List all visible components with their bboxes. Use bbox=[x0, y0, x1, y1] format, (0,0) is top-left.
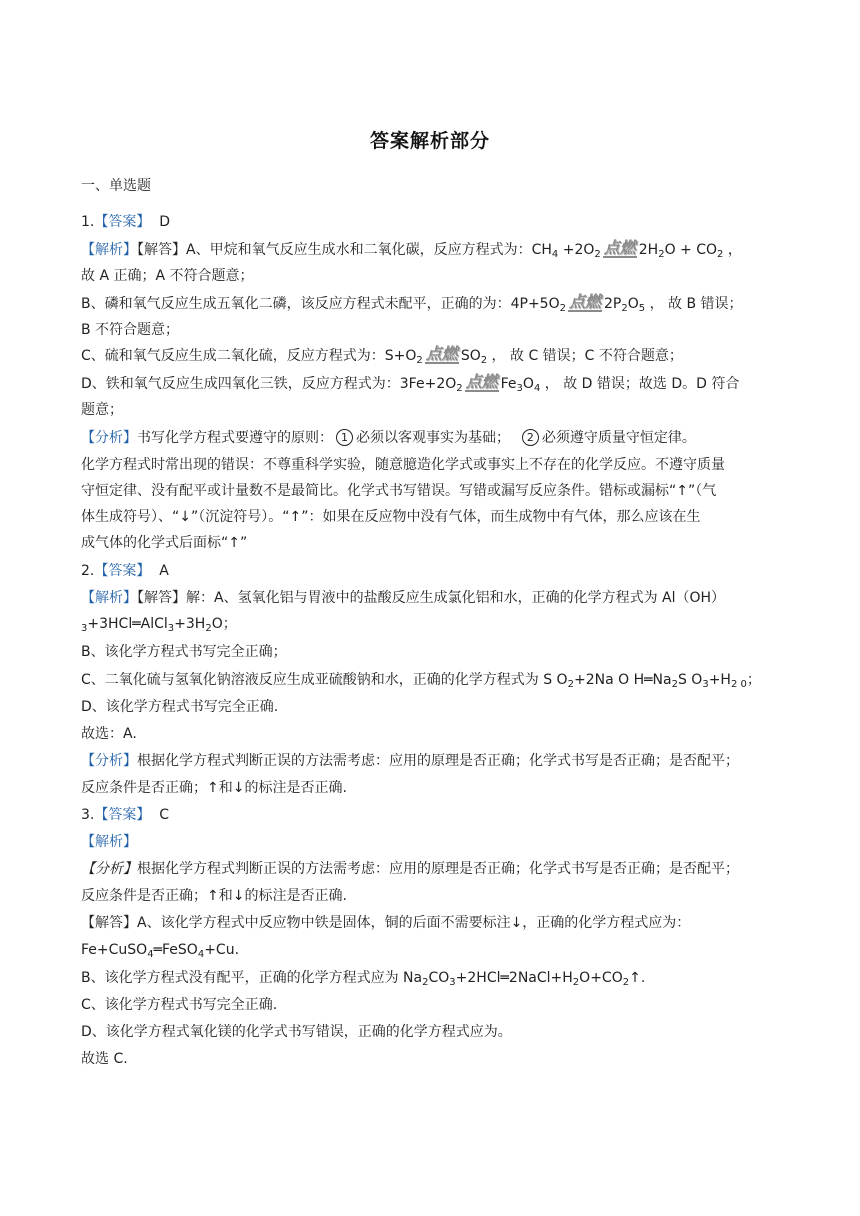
circled-number: 1 bbox=[336, 429, 353, 446]
q1-line-c1: C、硫和氧气反应生成二氧化硫，反应方程式为：$S+O_2$ 点燃 $SO_2$ ， 故 C 错误；C 不符合题意； bbox=[81, 344, 683, 366]
answer-label: 【答案】 bbox=[94, 214, 151, 230]
page-title: 答案解析部分 bbox=[369, 130, 490, 152]
q3-line-b: B、该化学方程式没有配平，正确的化学方程式应为 $Na_2CO_3+2HCl═2NaCl+H_2O+CO_2↑$. bbox=[81, 970, 646, 988]
q1-line-f2: 化学方程式时常出现的错误：不尊重科学实验，随意臆造化学式或事实上不存在的化学反应。不遵守质量 bbox=[81, 457, 725, 473]
q3-number: 3. bbox=[81, 807, 95, 823]
q1-line-f4: 体生成符号）、“↓”（沉淀符号）。“↑”：如果在反应物中没有气体，而生成物中有气体，那么应该在生 bbox=[81, 509, 701, 525]
q3-jiexi-line bbox=[81, 832, 781, 852]
q3-line-a1: 【解答】A、该化学方程式中反应物中铁是固体，铜的后面不需要标注↓，正确的化学方程式应为： bbox=[81, 915, 691, 931]
q1-line-f1: 【分析】书写化学方程式要遵守的原则： 1 必须以客观事实为基础； 2 必须遵守质量守恒定律。 bbox=[81, 430, 696, 446]
jieda-label: 【解答】 bbox=[137, 590, 186, 606]
q3-line-e: 故选 C. bbox=[81, 1051, 128, 1067]
answer-label: 【答案】 bbox=[94, 563, 151, 579]
q3-line-c: C、该化学方程式书写完全正确. bbox=[81, 997, 278, 1013]
q2-line-f1: 【分析】根据化学方程式判断正误的方法需考虑：应用的原理是否正确；化学式书写是否正确；是否配平； bbox=[81, 753, 739, 769]
q1-line-b1: B、磷和氧气反应生成五氧化二磷，该反应方程式未配平，正确的为：$4P+5O_2$ 点燃 $2P_2O_5$ ， 故 B 错误； bbox=[81, 292, 743, 314]
answer-label: 【答案】 bbox=[94, 807, 151, 823]
q3-answer-line bbox=[81, 805, 781, 825]
q2-answer-line bbox=[81, 561, 781, 581]
q2-line-a2: $_3+3HCl═AlCl_3+3H_2O$； bbox=[81, 616, 237, 634]
jiexi-label: 【解析】 bbox=[81, 590, 137, 606]
q3-line-d: D、该化学方程式氧化镁的化学式书写错误，正确的化学方程式应为。 bbox=[81, 1024, 512, 1040]
fenxi-label: 【分析】 bbox=[81, 861, 137, 877]
q1-answer: D bbox=[159, 214, 171, 230]
q1-number: 1. bbox=[81, 214, 95, 230]
jieda-label: 【解答】 bbox=[137, 242, 186, 258]
q3-line-a2: Fe+CuSO$_4$═FeSO$_4$+Cu. bbox=[81, 942, 240, 960]
q3-line-f1: 【分析】根据化学方程式判断正误的方法需考虑：应用的原理是否正确；化学式书写是否正确；是否配平； bbox=[81, 861, 739, 877]
q1-line-d2: 题意； bbox=[81, 402, 123, 418]
q2-line-a1: 【解析】【解答】解：A、氢氧化铝与胃液中的盐酸反应生成氯化铝和水，正确的化学方程式为 Al（OH） bbox=[81, 590, 726, 606]
jiexi-label: 【解析】 bbox=[81, 242, 137, 258]
q2-line-d: D、该化学方程式书写完全正确. bbox=[81, 699, 279, 715]
q2-line-b: B、该化学方程式书写完全正确； bbox=[81, 644, 287, 660]
q2-answer: A bbox=[159, 563, 169, 579]
ignite-condition: 点燃 bbox=[603, 238, 636, 257]
q1-line-a1: 【解析】【解答】A、甲烷和氧气反应生成水和二氧化碳，反应方程式为：$CH_4 +2O_2$ 点燃 $2H_2O + CO_2$ ， bbox=[81, 238, 742, 260]
q1-answer-line bbox=[81, 212, 781, 232]
q3-line-f2: 反应条件是否正确；↑和↓的标注是否正确. bbox=[81, 888, 347, 904]
q2-number: 2. bbox=[81, 563, 95, 579]
q1-line-b2: B 不符合题意； bbox=[81, 322, 180, 338]
q1-line-f5: 成气体的化学式后面标“↑” bbox=[81, 535, 248, 551]
q2-line-e: 故选：A. bbox=[81, 726, 137, 742]
q3-answer: C bbox=[159, 807, 170, 823]
fenxi-label: 【分析】 bbox=[81, 753, 137, 769]
q1-line-a2: 故 A 正确；A 不符合题意； bbox=[81, 268, 254, 284]
q1-line-f3: 守恒定律、没有配平或计量数不是最简比。化学式书写错误。写错或漏写反应条件。错标或漏标“↑”（气 bbox=[81, 483, 717, 499]
fenxi-label: 【分析】 bbox=[81, 430, 137, 446]
jieda-label: 【解答】 bbox=[81, 915, 137, 931]
ignite-condition: 点燃 bbox=[465, 372, 498, 391]
ignite-condition: 点燃 bbox=[569, 292, 602, 311]
section-heading: 一、单选题 bbox=[81, 178, 151, 194]
q1-line-d1: D、铁和氧气反应生成四氧化三铁，反应方程式为：$3Fe+2O_2$ 点燃 $Fe_3O_4$ ， 故 D 错误；故选 D。D 符合 bbox=[81, 372, 740, 394]
jiexi-label: 【解析】 bbox=[81, 834, 137, 850]
q2-line-c: C、二氧化硫与氢氧化钠溶液反应生成亚硫酸钠和水，正确的化学方程式为 S $O_2+2Na$ O $H═Na_2S$ $O_3+H_{2 0}$； bbox=[81, 672, 761, 690]
ignite-condition: 点燃 bbox=[425, 344, 458, 363]
q2-line-f2: 反应条件是否正确；↑和↓的标注是否正确. bbox=[81, 780, 347, 796]
circled-number: 2 bbox=[522, 429, 539, 446]
